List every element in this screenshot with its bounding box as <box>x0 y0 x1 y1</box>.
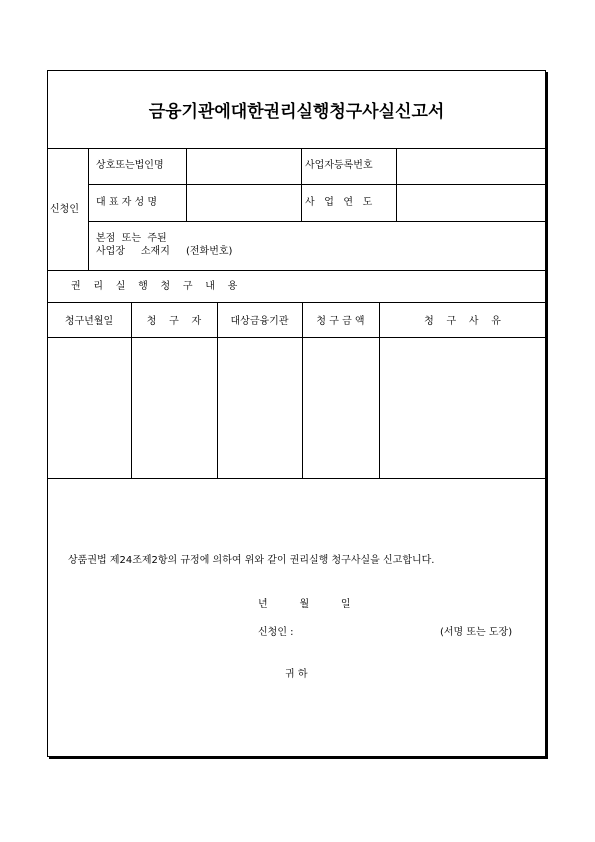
rule-row1 <box>88 184 546 185</box>
col-header-claim-amount: 청 구 금 액 <box>316 316 365 327</box>
divider-label-value <box>186 148 187 221</box>
col-divider-1 <box>131 302 132 478</box>
phone-label: (전화번호) <box>186 246 233 257</box>
col-divider-4 <box>379 302 380 478</box>
form-title: 금융기관에대한권리실행청구사실신고서 <box>148 102 445 122</box>
col-header-claimant: 청 구 자 <box>146 316 202 327</box>
rule-below-claims <box>47 478 546 479</box>
business-reg-no-label: 사업자등록번호 <box>305 160 373 171</box>
address-label-line2: 사업장 소재지 <box>96 246 170 257</box>
divider-label-value-2 <box>396 148 397 221</box>
rule-below-headers <box>47 337 546 338</box>
address-label-line1: 본점 또는 주된 <box>96 233 167 244</box>
frame-shadow-right <box>546 72 548 759</box>
business-year-label: 사 업 연 도 <box>305 197 373 208</box>
signature-hint: (서명 또는 도장) <box>440 627 513 638</box>
col-header-claim-date: 청구년월일 <box>64 316 114 327</box>
claim-section-title: 권 리 실 행 청 구 내 용 <box>71 281 238 292</box>
declaration-text: 상품권법 제24조제2항의 규정에 의하여 위와 같이 권리실행 청구사실을 신고합니다. <box>68 555 435 566</box>
rule-row2 <box>88 221 546 222</box>
form-frame <box>47 70 546 757</box>
col-divider-3 <box>302 302 303 478</box>
applicant-group-label: 신청인 <box>50 204 79 215</box>
frame-shadow-bottom <box>49 757 548 759</box>
rule-below-title <box>47 148 546 149</box>
company-name-label: 상호또는법인명 <box>96 160 164 171</box>
col-header-target-institution: 대상금융기관 <box>230 316 289 327</box>
addressee: 귀 하 <box>285 669 308 680</box>
signer-label: 신청인 : <box>258 627 294 638</box>
representative-name-label: 대 표 자 성 명 <box>96 197 158 208</box>
rule-below-applicant <box>47 270 546 271</box>
divider-middle <box>301 148 302 221</box>
date-line: 년 월 일 <box>258 599 351 610</box>
col-header-claim-reason: 청 구 사 유 <box>424 316 501 327</box>
rule-below-section-title <box>47 302 546 303</box>
col-divider-2 <box>217 302 218 478</box>
divider-applicant <box>88 148 89 270</box>
